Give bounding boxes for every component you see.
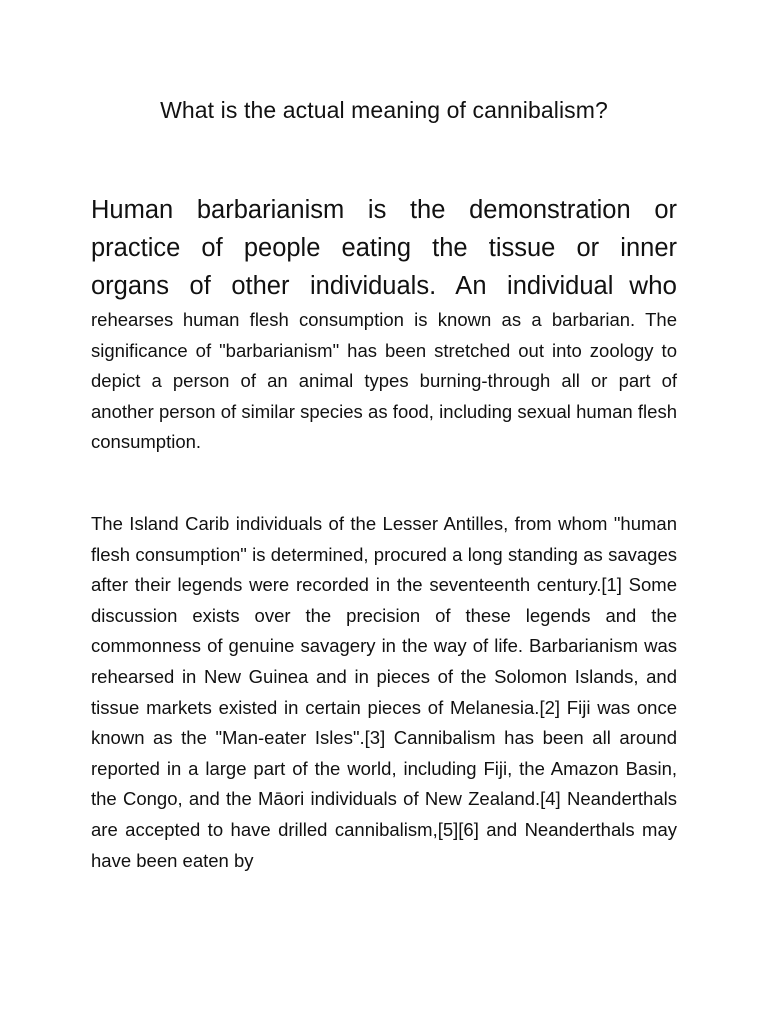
paragraph-1 (91, 191, 677, 458)
paragraph-1-lead-text: Human barbarianism is the demonstration or practice of people eating the tissue or inner organs of other individuals. An individual (91, 196, 677, 300)
paragraph-1-small-word: rehearses (91, 309, 174, 330)
paragraph-1-rest-text: human flesh consumption is known as a barbarian. The significance of "barbarianism" has been stretched out into zoology to depict a person of an animal types burning-through all or part of another person of similar species as food, including sexual human flesh consumption. (91, 309, 677, 453)
paragraph-1-emphasis-word: who (629, 270, 677, 300)
document-title: What is the actual meaning of cannibalism? (160, 97, 608, 123)
paragraph-2: The Island Carib individuals of the Lesser Antilles, from whom "human flesh consumption" is determined, procured a long standing as savages after their legends were recorded in the seventeenth century.[1] Some discussion exists over the precision of these legends and the commonness of genuine savagery in the way of life. Barbarianism was rehearsed in New Guinea and in pieces of the Solomon Islands, and tissue markets existed in certain pieces of Melanesia.[2] Fiji was once known as the "Man-eater Isles".[3] Cannibalism has been all around reported in a large part of the world, including Fiji, the Amazon Basin, the Congo, and the Māori individuals of New Zealand.[4] Neanderthals are accepted to have drilled cannibalism,[5][6] and Neanderthals may have been eaten by (91, 513, 677, 871)
